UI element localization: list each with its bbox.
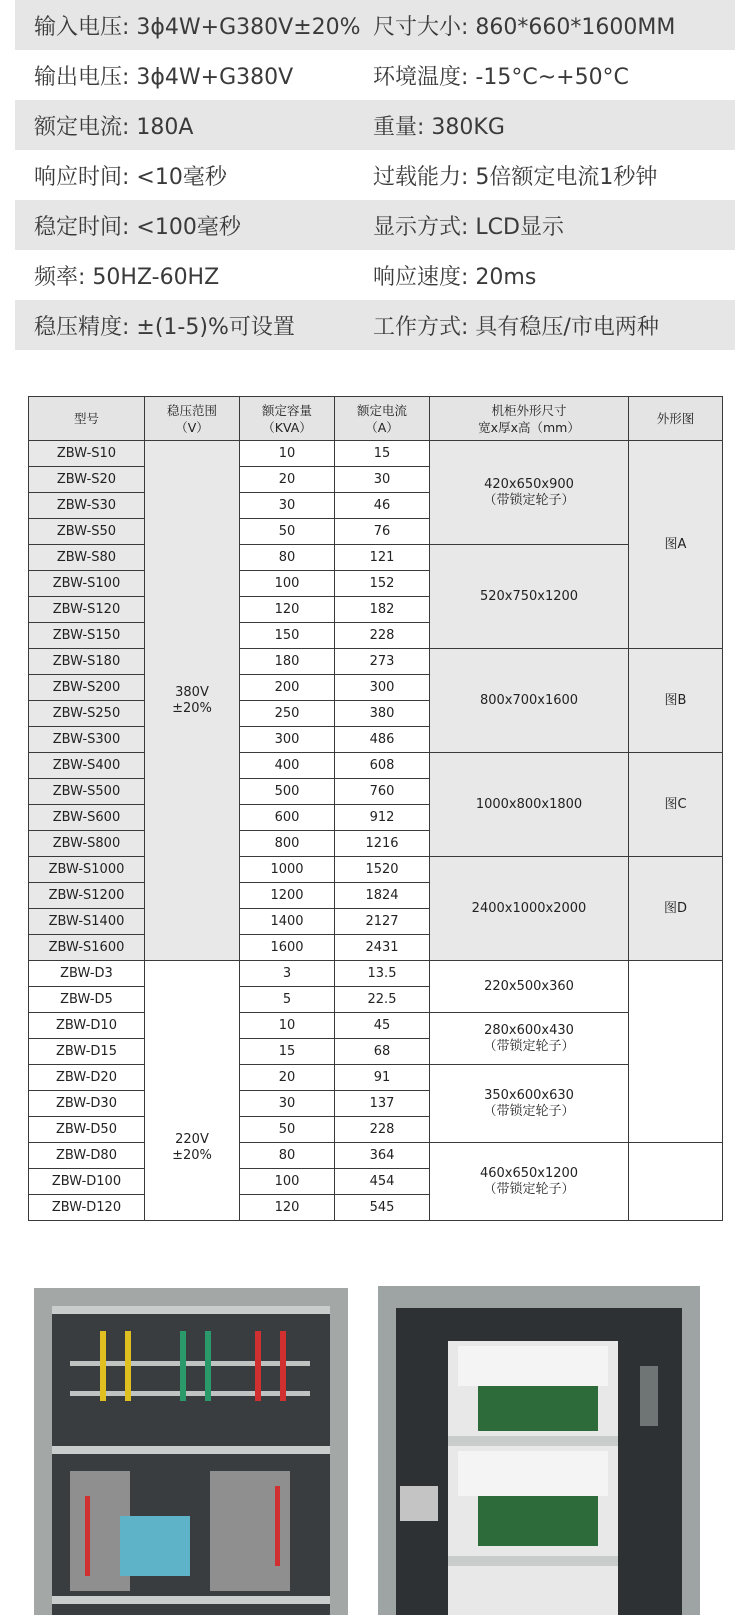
cell-model: ZBW-S400: [29, 753, 145, 779]
cell-capacity: 1200: [240, 883, 335, 909]
cell-current: 152: [335, 571, 430, 597]
cell-current: 608: [335, 753, 430, 779]
header-current: 额定电流 （A）: [335, 397, 430, 441]
cell-capacity: 20: [240, 467, 335, 493]
cell-current: 2127: [335, 909, 430, 935]
power-supply: [400, 1486, 438, 1521]
cell-range-220v: 220V ±20%: [145, 961, 240, 1221]
cell-current: 228: [335, 623, 430, 649]
cell-current: 46: [335, 493, 430, 519]
cell-capacity: 1000: [240, 857, 335, 883]
cell-current: 22.5: [335, 987, 430, 1013]
cell-current: 486: [335, 727, 430, 753]
spec-input-voltage: 输入电压: 3ϕ4W+G380V±20%: [34, 14, 361, 40]
cell-capacity: 120: [240, 597, 335, 623]
cell-cabinet-size: 460x650x1200 （带锁定轮子）: [430, 1143, 629, 1221]
cell-capacity: 100: [240, 571, 335, 597]
cell-current: 1824: [335, 883, 430, 909]
table-row: [29, 753, 723, 779]
cell-current: 137: [335, 1091, 430, 1117]
cell-figure-empty: [629, 1143, 723, 1221]
spec-settling-time: 稳定时间: <100毫秒: [34, 214, 241, 240]
cell-figure-empty: [629, 961, 723, 1143]
cell-capacity: 30: [240, 493, 335, 519]
cell-capacity: 250: [240, 701, 335, 727]
cell-model: ZBW-S10: [29, 441, 145, 467]
cell-model: ZBW-S80: [29, 545, 145, 571]
cell-model: ZBW-D10: [29, 1013, 145, 1039]
cell-capacity: 100: [240, 1169, 335, 1195]
cell-current: 68: [335, 1039, 430, 1065]
cell-capacity: 500: [240, 779, 335, 805]
cell-capacity: 120: [240, 1195, 335, 1221]
cell-model: ZBW-D15: [29, 1039, 145, 1065]
cell-model: ZBW-S250: [29, 701, 145, 727]
cell-model: ZBW-S1600: [29, 935, 145, 961]
spec-weight: 重量: 380KG: [373, 114, 505, 140]
cell-figure: 图D: [629, 857, 723, 961]
model-table: [28, 396, 723, 1221]
cell-capacity: 10: [240, 441, 335, 467]
cell-current: 545: [335, 1195, 430, 1221]
cell-capacity: 1400: [240, 909, 335, 935]
cell-current: 121: [335, 545, 430, 571]
cabinet-photo-right: [378, 1286, 700, 1615]
cell-model: ZBW-S100: [29, 571, 145, 597]
table-row: [29, 441, 723, 467]
cell-cabinet-size: 2400x1000x2000: [430, 857, 629, 961]
cell-capacity: 200: [240, 675, 335, 701]
spec-rated-current: 额定电流: 180A: [34, 114, 194, 140]
spec-list: [15, 0, 735, 350]
header-model: 型号: [29, 397, 145, 441]
cell-current: 760: [335, 779, 430, 805]
cell-capacity: 50: [240, 519, 335, 545]
cell-model: ZBW-S20: [29, 467, 145, 493]
spec-row: [15, 150, 735, 200]
cell-current: 91: [335, 1065, 430, 1091]
spec-response-speed: 响应速度: 20ms: [373, 264, 537, 290]
cell-capacity: 180: [240, 649, 335, 675]
cell-model: ZBW-D3: [29, 961, 145, 987]
cell-cabinet-size: 280x600x430 （带锁定轮子）: [430, 1013, 629, 1065]
cell-model: ZBW-D100: [29, 1169, 145, 1195]
cell-capacity: 5: [240, 987, 335, 1013]
circuit-board: [478, 1386, 598, 1431]
cell-current: 15: [335, 441, 430, 467]
cell-capacity: 20: [240, 1065, 335, 1091]
spec-row: [15, 200, 735, 250]
cell-capacity: 50: [240, 1117, 335, 1143]
table-row: [29, 1143, 723, 1169]
cell-model: ZBW-S50: [29, 519, 145, 545]
cell-figure: 图B: [629, 649, 723, 753]
cell-current: 13.5: [335, 961, 430, 987]
spec-row: [15, 100, 735, 150]
spec-work-mode: 工作方式: 具有稳压/市电两种: [373, 314, 659, 340]
spec-dimensions: 尺寸大小: 860*660*1600MM: [373, 14, 676, 40]
cell-capacity: 600: [240, 805, 335, 831]
spec-output-voltage: 输出电压: 3ϕ4W+G380V: [34, 64, 294, 90]
spec-accuracy: 稳压精度: ±(1-5)%可设置: [34, 314, 295, 340]
cell-model: ZBW-D80: [29, 1143, 145, 1169]
cell-current: 364: [335, 1143, 430, 1169]
cell-current: 76: [335, 519, 430, 545]
cell-capacity: 1600: [240, 935, 335, 961]
cell-current: 2431: [335, 935, 430, 961]
header-figure: 外形图: [629, 397, 723, 441]
cell-model: ZBW-S500: [29, 779, 145, 805]
spec-frequency: 频率: 50HZ-60HZ: [34, 264, 220, 290]
table-row: [29, 961, 723, 987]
cell-cabinet-size: 420x650x900 （带锁定轮子）: [430, 441, 629, 545]
spec-display: 显示方式: LCD显示: [373, 214, 564, 240]
cell-model: ZBW-S150: [29, 623, 145, 649]
cell-model: ZBW-S1000: [29, 857, 145, 883]
table-body: [29, 441, 723, 1221]
cell-model: ZBW-S800: [29, 831, 145, 857]
spec-row: [15, 0, 735, 50]
cell-capacity: 400: [240, 753, 335, 779]
cell-model: ZBW-D5: [29, 987, 145, 1013]
cell-current: 1216: [335, 831, 430, 857]
spec-response-time: 响应时间: <10毫秒: [34, 164, 227, 190]
cell-model: ZBW-S300: [29, 727, 145, 753]
cell-cabinet-size: 800x700x1600: [430, 649, 629, 753]
table-row: [29, 649, 723, 675]
table-row: [29, 545, 723, 571]
header-range: 稳压范围 （V）: [145, 397, 240, 441]
cell-range-380v: 380V ±20%: [145, 441, 240, 961]
cell-current: 182: [335, 597, 430, 623]
cabinet-photo-left: [30, 1286, 350, 1615]
cell-figure: 图C: [629, 753, 723, 857]
contactor: [120, 1516, 190, 1576]
header-capacity: 额定容量 （KVA）: [240, 397, 335, 441]
cell-cabinet-size: 1000x800x1800: [430, 753, 629, 857]
table-row: [29, 857, 723, 883]
table-header-row: [29, 397, 723, 441]
cell-model: ZBW-D120: [29, 1195, 145, 1221]
cell-current: 30: [335, 467, 430, 493]
cell-capacity: 800: [240, 831, 335, 857]
cell-current: 273: [335, 649, 430, 675]
cell-current: 300: [335, 675, 430, 701]
cell-model: ZBW-D50: [29, 1117, 145, 1143]
cell-model: ZBW-S180: [29, 649, 145, 675]
cell-model: ZBW-S1200: [29, 883, 145, 909]
cell-capacity: 30: [240, 1091, 335, 1117]
cell-current: 380: [335, 701, 430, 727]
cell-capacity: 150: [240, 623, 335, 649]
cell-model: ZBW-S200: [29, 675, 145, 701]
cell-capacity: 300: [240, 727, 335, 753]
spec-row: [15, 300, 735, 350]
cell-current: 454: [335, 1169, 430, 1195]
cell-capacity: 3: [240, 961, 335, 987]
cell-model: ZBW-D30: [29, 1091, 145, 1117]
cell-model: ZBW-S1400: [29, 909, 145, 935]
cell-cabinet-size: 220x500x360: [430, 961, 629, 1013]
spec-overload: 过载能力: 5倍额定电流1秒钟: [373, 164, 658, 190]
cell-cabinet-size: 520x750x1200: [430, 545, 629, 649]
cell-current: 1520: [335, 857, 430, 883]
cell-capacity: 80: [240, 545, 335, 571]
cell-current: 912: [335, 805, 430, 831]
spec-ambient-temperature: 环境温度: -15°C~+50°C: [373, 64, 629, 90]
cell-capacity: 10: [240, 1013, 335, 1039]
header-size: 机柜外形尺寸 宽x厚x高（mm）: [430, 397, 629, 441]
cell-model: ZBW-S600: [29, 805, 145, 831]
cell-model: ZBW-S120: [29, 597, 145, 623]
cell-model: ZBW-S30: [29, 493, 145, 519]
cell-figure: 图A: [629, 441, 723, 649]
cell-capacity: 80: [240, 1143, 335, 1169]
spec-row: [15, 50, 735, 100]
circuit-board: [478, 1496, 598, 1546]
cell-cabinet-size: 350x600x630 （带锁定轮子）: [430, 1065, 629, 1143]
cell-current: 45: [335, 1013, 430, 1039]
cell-model: ZBW-D20: [29, 1065, 145, 1091]
cell-current: 228: [335, 1117, 430, 1143]
cell-capacity: 15: [240, 1039, 335, 1065]
model-table-wrapper: [28, 396, 722, 1221]
spec-row: [15, 250, 735, 300]
table-row: [29, 1065, 723, 1091]
product-photos: [0, 1286, 750, 1615]
table-row: [29, 1013, 723, 1039]
